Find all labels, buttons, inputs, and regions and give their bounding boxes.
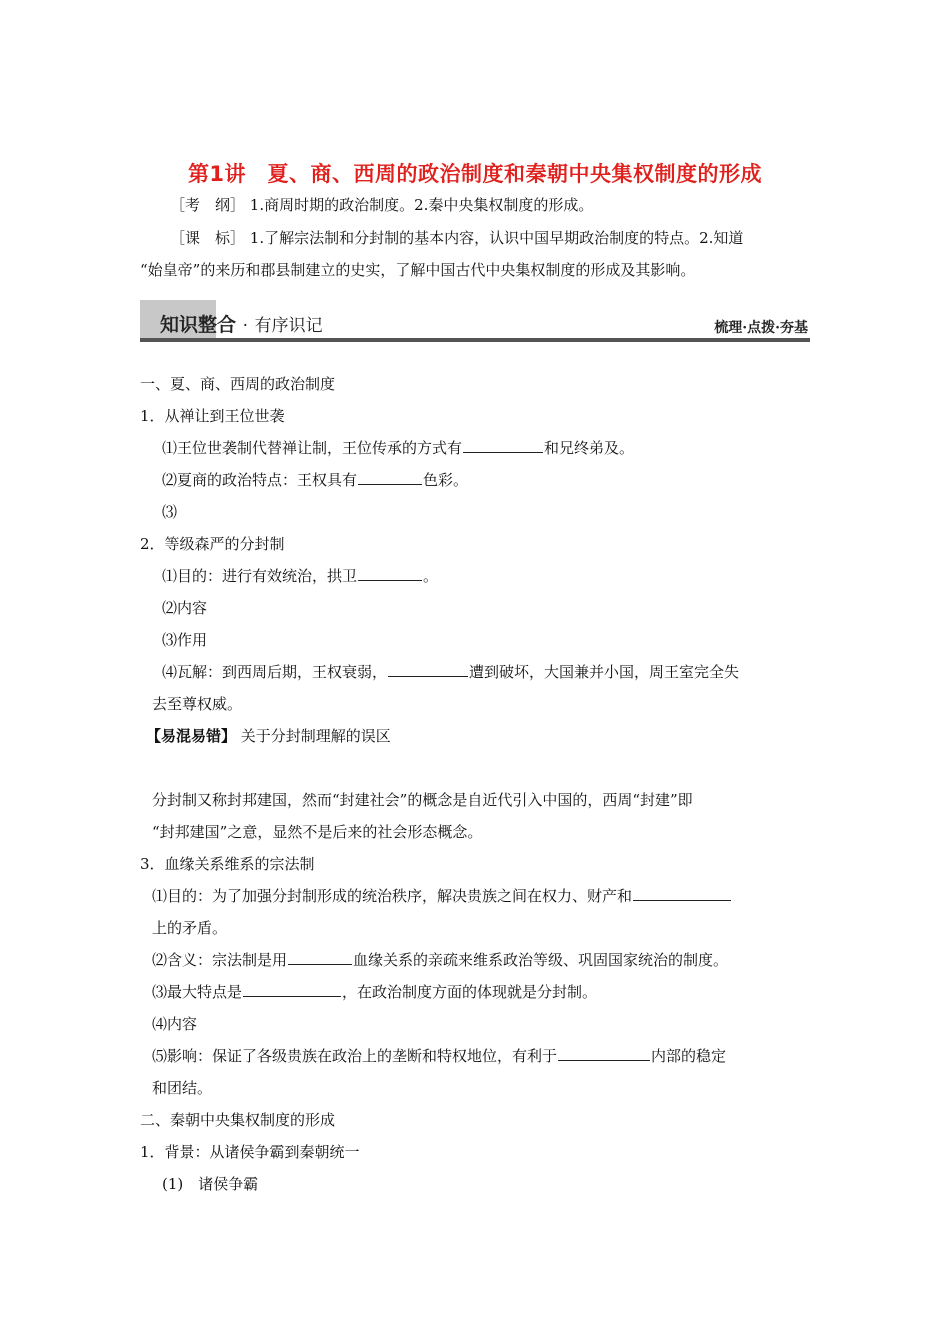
item-1-3-5-text-b: 内部的稳定 [651,1047,727,1065]
item-1-1-2 [162,469,468,491]
item-1-3-2-text-a: ⑵含义：宗法制是用 [152,951,288,969]
fill-blank [463,438,543,453]
banner-underline [140,338,810,342]
fenfeng-line-2: “封邦建国”之意，显然不是后来的社会形态概念。 [152,823,483,841]
kebiao-text-1: 1.了解宗法制和分封制的基本内容，认识中国早期政治制度的特点。2.知道 [249,229,744,247]
item-1-3-2 [152,949,728,971]
kebiao-label: ［课 标］ [170,229,246,247]
item-1-1-1 [162,437,634,459]
item-1-1: 1．从禅让到王位世袭 [140,407,285,425]
yihun-label: 【易混易错】 [146,727,237,745]
kebiao-line-1 [170,227,743,249]
fill-blank [388,662,468,677]
fenfeng-line-1: 分封制又称封邦建国，然而“封建社会”的概念是自近代引入中国的，西周“封建”即 [152,791,693,809]
item-1-2-1 [162,565,438,587]
fill-blank [243,982,341,997]
item-1-2-4-text-a: ⑷瓦解：到西周后期，王权衰弱， [162,663,388,681]
fill-blank [358,566,422,581]
item-1-2-4-text-b: 遭到破坏，大国兼并小国，周王室完全失 [469,663,740,681]
item-1-1-2-text-b: 色彩。 [423,471,469,489]
banner-dot: · [242,316,249,336]
item-1-1-1-text-b: 和兄终弟及。 [544,439,635,457]
item-1-2-4 [162,661,739,683]
section-1-heading: 一、夏、商、西周的政治制度 [140,375,336,393]
fill-blank [633,886,731,901]
item-1-3-1 [152,885,732,907]
item-1-2-1-text-a: ⑴目的：进行有效统治，拱卫 [162,567,358,585]
item-1-3-2-text-b: 血缘关系的亲疏来维系政治等级、巩固国家统治的制度。 [353,951,729,969]
item-1-3-5-text-a: ⑸影响：保证了各级贵族在政治上的垄断和特权地位，有利于 [152,1047,558,1065]
kaogang-label: ［考 纲］ [170,196,246,214]
banner-heading [160,310,323,337]
section-banner [140,300,810,342]
item-2-1-1: (1) 诸侯争霸 [162,1175,259,1193]
page-title: 第1讲 夏、商、西周的政治制度和秦朝中央集权制度的形成 [187,162,763,186]
item-1-1-1-text-a: ⑴王位世袭制代替禅让制，王位传承的方式有 [162,439,463,457]
item-1-2-3: ⑶作用 [162,631,208,649]
kaogang-text: 1.商周时期的政治制度。2.秦中央集权制度的形成。 [249,196,594,214]
item-1-3-3-text-b: ，在政治制度方面的体现就是分封制。 [342,983,598,1001]
fill-blank [558,1046,650,1061]
item-1-3: 3．血缘关系维系的宗法制 [140,855,315,873]
item-1-3-1-cont: 上的矛盾。 [152,919,228,937]
yihun-line [146,725,391,747]
banner-title: 知识整合 [160,314,237,336]
item-1-3-5-cont: 和团结。 [152,1079,213,1097]
kaogang-line [170,194,593,216]
item-1-2-1-text-b: 。 [423,567,439,585]
item-2-1: 1．背景：从诸侯争霸到秦朝统一 [140,1143,360,1161]
item-1-2-2: ⑵内容 [162,599,208,617]
section-2-heading: 二、秦朝中央集权制度的形成 [140,1111,336,1129]
item-1-1-3: ⑶ [162,503,178,521]
item-1-3-4: ⑷内容 [152,1015,198,1033]
item-1-2: 2．等级森严的分封制 [140,535,285,553]
item-1-2-4-cont: 去至尊权威。 [152,695,243,713]
banner-subtitle: 有序识记 [254,316,323,336]
yihun-text: 关于分封制理解的误区 [240,727,391,745]
item-1-3-3-text-a: ⑶最大特点是 [152,983,243,1001]
fill-blank [358,470,422,485]
item-1-3-5 [152,1045,726,1067]
item-1-1-2-text-a: ⑵夏商的政治特点：王权具有 [162,471,358,489]
banner-right-label: 梳理·点拨·夯基 [714,320,808,336]
item-1-3-1-text-a: ⑴目的：为了加强分封制形成的统治秩序，解决贵族之间在权力、财产和 [152,887,633,905]
fill-blank [288,950,352,965]
item-1-3-3 [152,981,597,1003]
kebiao-line-2: “始皇帝”的来历和郡县制建立的史实，了解中国古代中央集权制度的形成及其影响。 [140,261,696,279]
